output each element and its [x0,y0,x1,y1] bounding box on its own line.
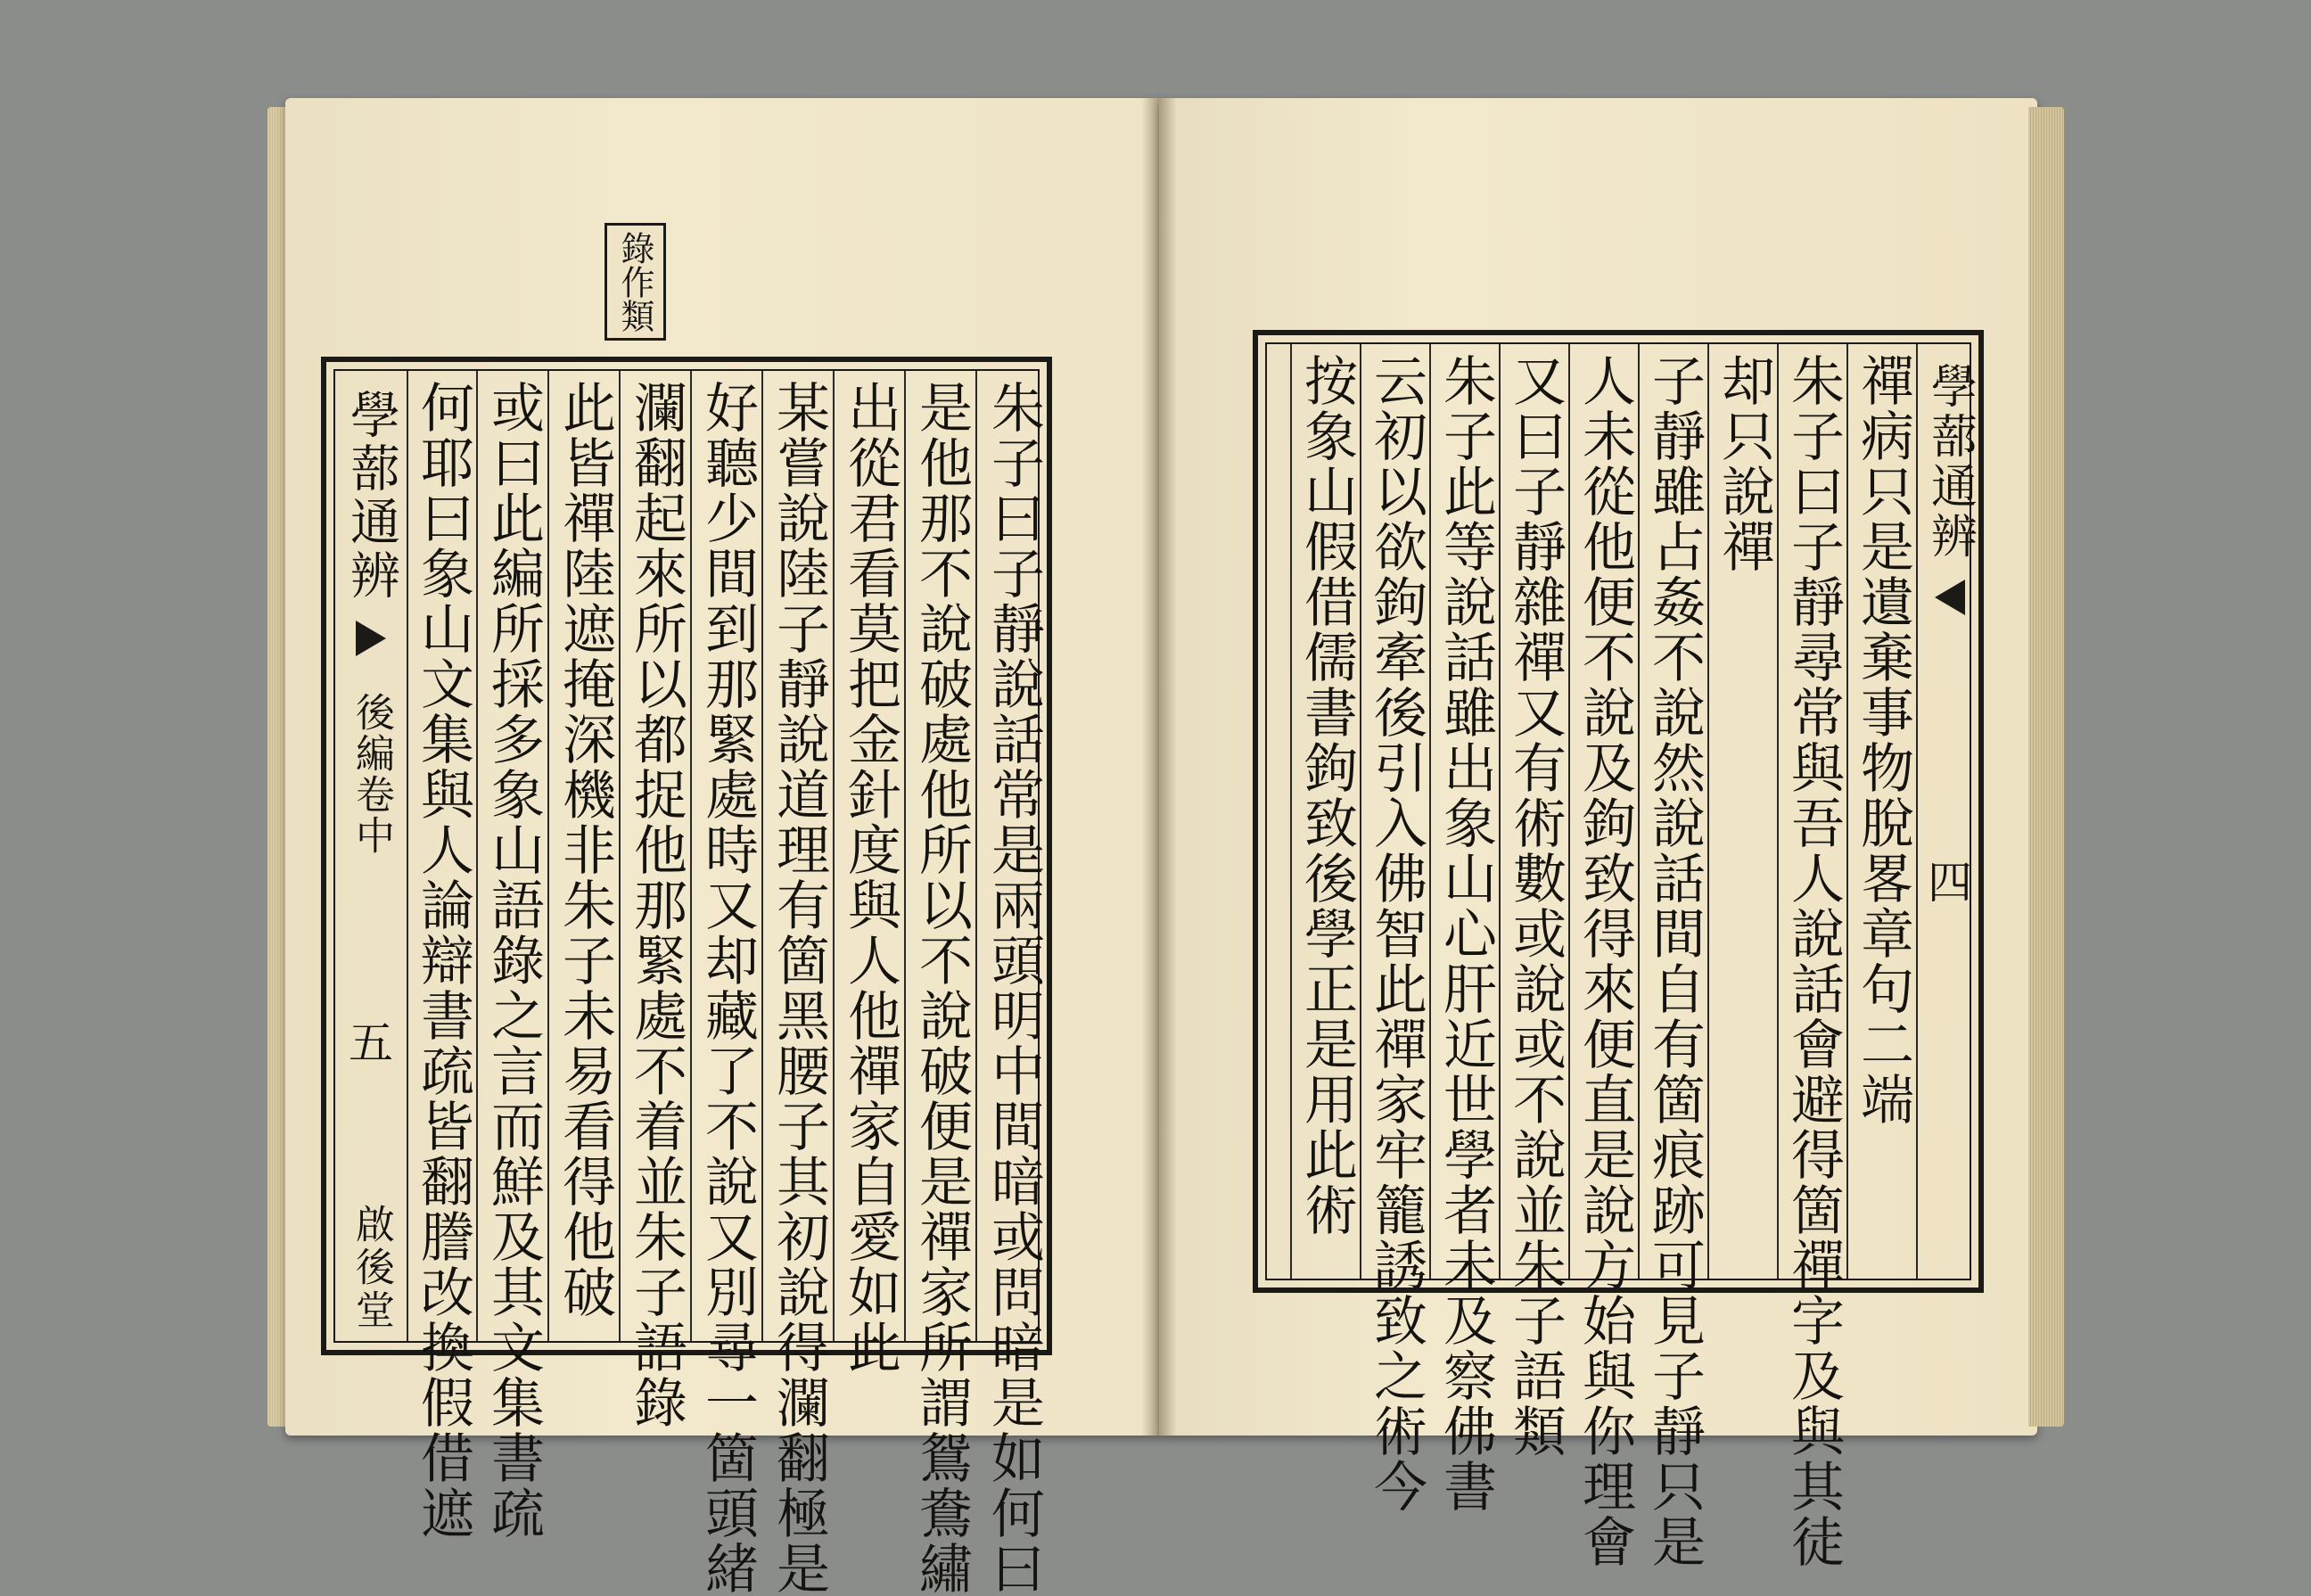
right-column-8: 云初以欲鉤牽後引入佛智此禪家牢籠誘致之術今 [1360,344,1431,1279]
right-column-5: 人未從他便不說及鉤致得來便直是說方始與你理會 [1568,344,1640,1279]
left-column-8: 或曰此編所採多象山語錄之言而鮮及其文集書疏 [476,371,549,1341]
left-inner-border [333,369,1045,1596]
right-column-6: 又曰子靜雜禪又有術數或說或不說並朱子語類 [1499,344,1570,1279]
left-column-9: 何耶曰象山文集與人論辯書疏皆翻謄改換假借遮 [407,371,478,1341]
left-column-4: 某嘗說陸子靜說道理有箇黑腰子其初說得瀾翻極是 [761,371,835,1341]
banxin-page-number: 五 [349,1017,393,1069]
book-gutter [1141,98,1177,1436]
left-column-5: 好聽少間到那緊處時又却藏了不說又別尋一箇頭緒 [690,371,763,1341]
banxin-volume: 後編卷中 [349,692,394,856]
right-column-9: 按象山假借儒書鉤致後學正是用此術 [1290,344,1361,1279]
right-text-frame [1253,330,1984,1569]
banxin-page-number: 四 [1928,857,1972,909]
right-column-4: 子靜雖占姦不說然說話間自有箇痕跡可見子靜只是 [1638,344,1709,1279]
left-column-7: 此皆禪陸遮掩深機非朱子未易看得他破 [547,371,621,1341]
upper-margin-label: 錄作類 [604,223,666,341]
right-page [1159,98,2037,1569]
right-column-2: 朱子曰子靜尋常與吾人說話會避得箇禪字及與其徒 [1777,344,1848,1279]
left-column-1: 朱子曰子靜說話常是兩頭明中間暗或問暗是如何曰 [975,371,1050,1341]
right-banxin [1916,344,1982,1279]
right-column-7: 朱子此等說話雖出象山心肝近世學者未及察佛書 [1429,344,1501,1279]
left-column-3: 出從君看莫把金針度與人他禪家自愛如此 [833,371,906,1341]
left-column-6: 瀾翻起來所以都捉他那緊處不着並朱子語錄 [619,371,692,1341]
banxin-title: 學蔀通辨 [342,389,400,603]
banxin-publisher: 啟後堂 [349,1204,394,1332]
left-banxin [335,371,407,1341]
fish-tail-icon [356,621,386,656]
left-text-frame [321,357,1052,1596]
right-column-3: 却只說禪 [1707,344,1779,1279]
right-page-edges [2028,107,2064,1427]
open-book [267,98,2060,1596]
right-inner-border [1265,342,1977,1569]
right-column-1: 禪病只是遺棄事物脫畧章句二端 [1846,344,1918,1279]
left-page [285,98,1159,1596]
left-column-2: 是他那不說破處他所以不說破便是禪家所謂鴛鴦繡 [904,371,977,1341]
banxin-title: 學蔀通辨 [1922,362,1977,562]
fish-tail-icon [1935,580,1965,615]
